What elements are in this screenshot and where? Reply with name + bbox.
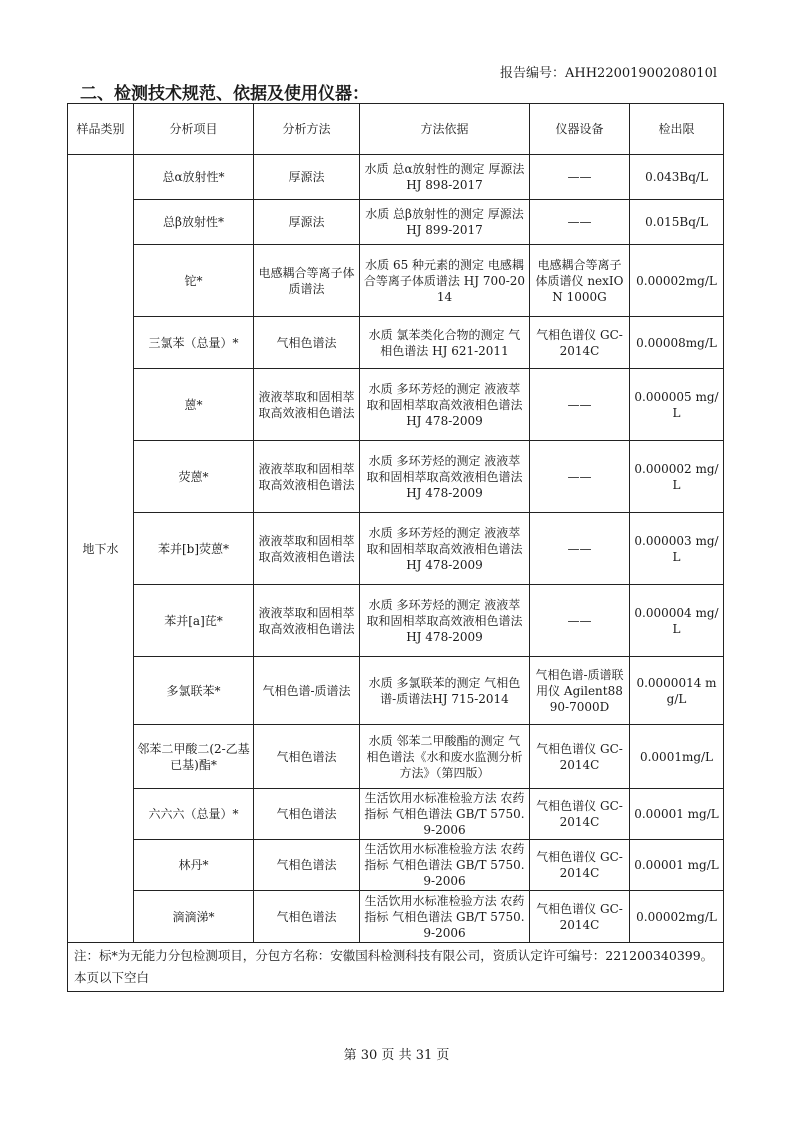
method-cell: 气相色谱法 — [254, 840, 360, 891]
method-cell: 气相色谱法 — [254, 725, 360, 789]
method-cell: 厚源法 — [254, 200, 360, 245]
basis-cell: 水质 多环芳烃的测定 液液萃取和固相萃取高效液相色谱法 HJ 478-2009 — [360, 369, 530, 441]
method-cell: 厚源法 — [254, 155, 360, 200]
method-cell: 电感耦合等离子体质谱法 — [254, 245, 360, 317]
basis-cell: 生活饮用水标准检验方法 农药指标 气相色谱法 GB/T 5750.9-2006 — [360, 789, 530, 840]
table-row — [68, 513, 724, 585]
footnote-text: 注：标*为无能力分包检测项目，分包方名称：安徽国科检测科技有限公司，资质认定许可编号：221200340399。 — [74, 948, 714, 963]
limit-cell: 0.043Bq/L — [630, 155, 724, 200]
instrument-cell: 气相色谱仪 GC-2014C — [530, 840, 630, 891]
method-cell: 气相色谱法 — [254, 891, 360, 943]
table-row — [68, 200, 724, 245]
basis-cell: 水质 多环芳烃的测定 液液萃取和固相萃取高效液相色谱法 HJ 478-2009 — [360, 585, 530, 657]
method-cell: 液液萃取和固相萃取高效液相色谱法 — [254, 441, 360, 513]
header-category: 样品类别 — [68, 104, 134, 155]
item-cell: 三氯苯（总量）* — [134, 317, 254, 369]
footnote-row — [68, 943, 724, 992]
table-row — [68, 789, 724, 840]
header-limit: 检出限 — [630, 104, 724, 155]
item-cell: 苯并[b]荧蒽* — [134, 513, 254, 585]
table-row — [68, 441, 724, 513]
item-cell: 邻苯二甲酸二(2-乙基已基)酯* — [134, 725, 254, 789]
limit-cell: 0.00001 mg/L — [630, 840, 724, 891]
limit-cell: 0.000002 mg/L — [630, 441, 724, 513]
header-basis: 方法依据 — [360, 104, 530, 155]
item-cell: 滴滴涕* — [134, 891, 254, 943]
item-cell: 总α放射性* — [134, 155, 254, 200]
basis-cell: 水质 总β放射性的测定 厚源法 HJ 899-2017 — [360, 200, 530, 245]
blank-note: 本页以下空白 — [74, 970, 150, 985]
method-cell: 气相色谱法 — [254, 789, 360, 840]
basis-cell: 水质 65 种元素的测定 电感耦合等离子体质谱法 HJ 700-2014 — [360, 245, 530, 317]
table-row — [68, 245, 724, 317]
instrument-cell: 气相色谱仪 GC-2014C — [530, 891, 630, 943]
limit-cell: 0.015Bq/L — [630, 200, 724, 245]
basis-cell: 水质 多氯联苯的测定 气相色谱-质谱法HJ 715-2014 — [360, 657, 530, 725]
limit-cell: 0.000004 mg/L — [630, 585, 724, 657]
method-cell: 气相色谱法 — [254, 317, 360, 369]
header-item: 分析项目 — [134, 104, 254, 155]
instrument-cell: —— — [530, 441, 630, 513]
basis-cell: 水质 氯苯类化合物的测定 气相色谱法 HJ 621-2011 — [360, 317, 530, 369]
method-cell: 气相色谱-质谱法 — [254, 657, 360, 725]
table-row — [68, 369, 724, 441]
table-body — [68, 155, 724, 992]
basis-cell: 水质 多环芳烃的测定 液液萃取和固相萃取高效液相色谱法 HJ 478-2009 — [360, 513, 530, 585]
instrument-cell: —— — [530, 155, 630, 200]
report-number: 报告编号：AHH22001900208010l — [499, 66, 717, 81]
method-cell: 液液萃取和固相萃取高效液相色谱法 — [254, 585, 360, 657]
instrument-cell: 气相色谱-质谱联用仪 Agilent8890-7000D — [530, 657, 630, 725]
table-row — [68, 657, 724, 725]
basis-cell: 水质 多环芳烃的测定 液液萃取和固相萃取高效液相色谱法 HJ 478-2009 — [360, 441, 530, 513]
item-cell: 苯并[a]芘* — [134, 585, 254, 657]
sample-category-cell: 地下水 — [68, 155, 134, 943]
instrument-cell: —— — [530, 200, 630, 245]
table-row — [68, 840, 724, 891]
instrument-cell: 气相色谱仪 GC-2014C — [530, 317, 630, 369]
limit-cell: 0.0000014 mg/L — [630, 657, 724, 725]
item-cell: 林丹* — [134, 840, 254, 891]
basis-cell: 生活饮用水标准检验方法 农药指标 气相色谱法 GB/T 5750.9-2006 — [360, 891, 530, 943]
basis-cell: 水质 总α放射性的测定 厚源法 HJ 898-2017 — [360, 155, 530, 200]
page-number: 第 30 页 共 31 页 — [343, 1048, 450, 1063]
table-row — [68, 891, 724, 943]
footnote-cell — [68, 943, 724, 992]
item-cell: 蒽* — [134, 369, 254, 441]
item-cell: 荧蒽* — [134, 441, 254, 513]
limit-cell: 0.00001 mg/L — [630, 789, 724, 840]
limit-cell: 0.00008mg/L — [630, 317, 724, 369]
item-cell: 铊* — [134, 245, 254, 317]
basis-cell: 生活饮用水标准检验方法 农药指标 气相色谱法 GB/T 5750.9-2006 — [360, 840, 530, 891]
instrument-cell: —— — [530, 585, 630, 657]
limit-cell: 0.00002mg/L — [630, 891, 724, 943]
methods-table — [67, 103, 724, 992]
instrument-cell: —— — [530, 513, 630, 585]
instrument-cell: 气相色谱仪 GC-2014C — [530, 725, 630, 789]
limit-cell: 0.000005 mg/L — [630, 369, 724, 441]
basis-cell: 水质 邻苯二甲酸酯的测定 气相色谱法《水和废水监测分析方法》（第四版） — [360, 725, 530, 789]
header-instrument: 仪器设备 — [530, 104, 630, 155]
limit-cell: 0.00002mg/L — [630, 245, 724, 317]
instrument-cell: 气相色谱仪 GC-2014C — [530, 789, 630, 840]
table-row — [68, 725, 724, 789]
table-row — [68, 317, 724, 369]
table-row — [68, 155, 724, 200]
table-row — [68, 585, 724, 657]
table-header-row — [68, 104, 724, 155]
instrument-cell: —— — [530, 369, 630, 441]
instrument-cell: 电感耦合等离子体质谱仪 nexION 1000G — [530, 245, 630, 317]
method-cell: 液液萃取和固相萃取高效液相色谱法 — [254, 513, 360, 585]
limit-cell: 0.000003 mg/L — [630, 513, 724, 585]
header-method: 分析方法 — [254, 104, 360, 155]
item-cell: 总β放射性* — [134, 200, 254, 245]
item-cell: 六六六（总量）* — [134, 789, 254, 840]
method-cell: 液液萃取和固相萃取高效液相色谱法 — [254, 369, 360, 441]
limit-cell: 0.0001mg/L — [630, 725, 724, 789]
item-cell: 多氯联苯* — [134, 657, 254, 725]
section-title: 二、检测技术规范、依据及使用仪器： — [80, 84, 369, 104]
